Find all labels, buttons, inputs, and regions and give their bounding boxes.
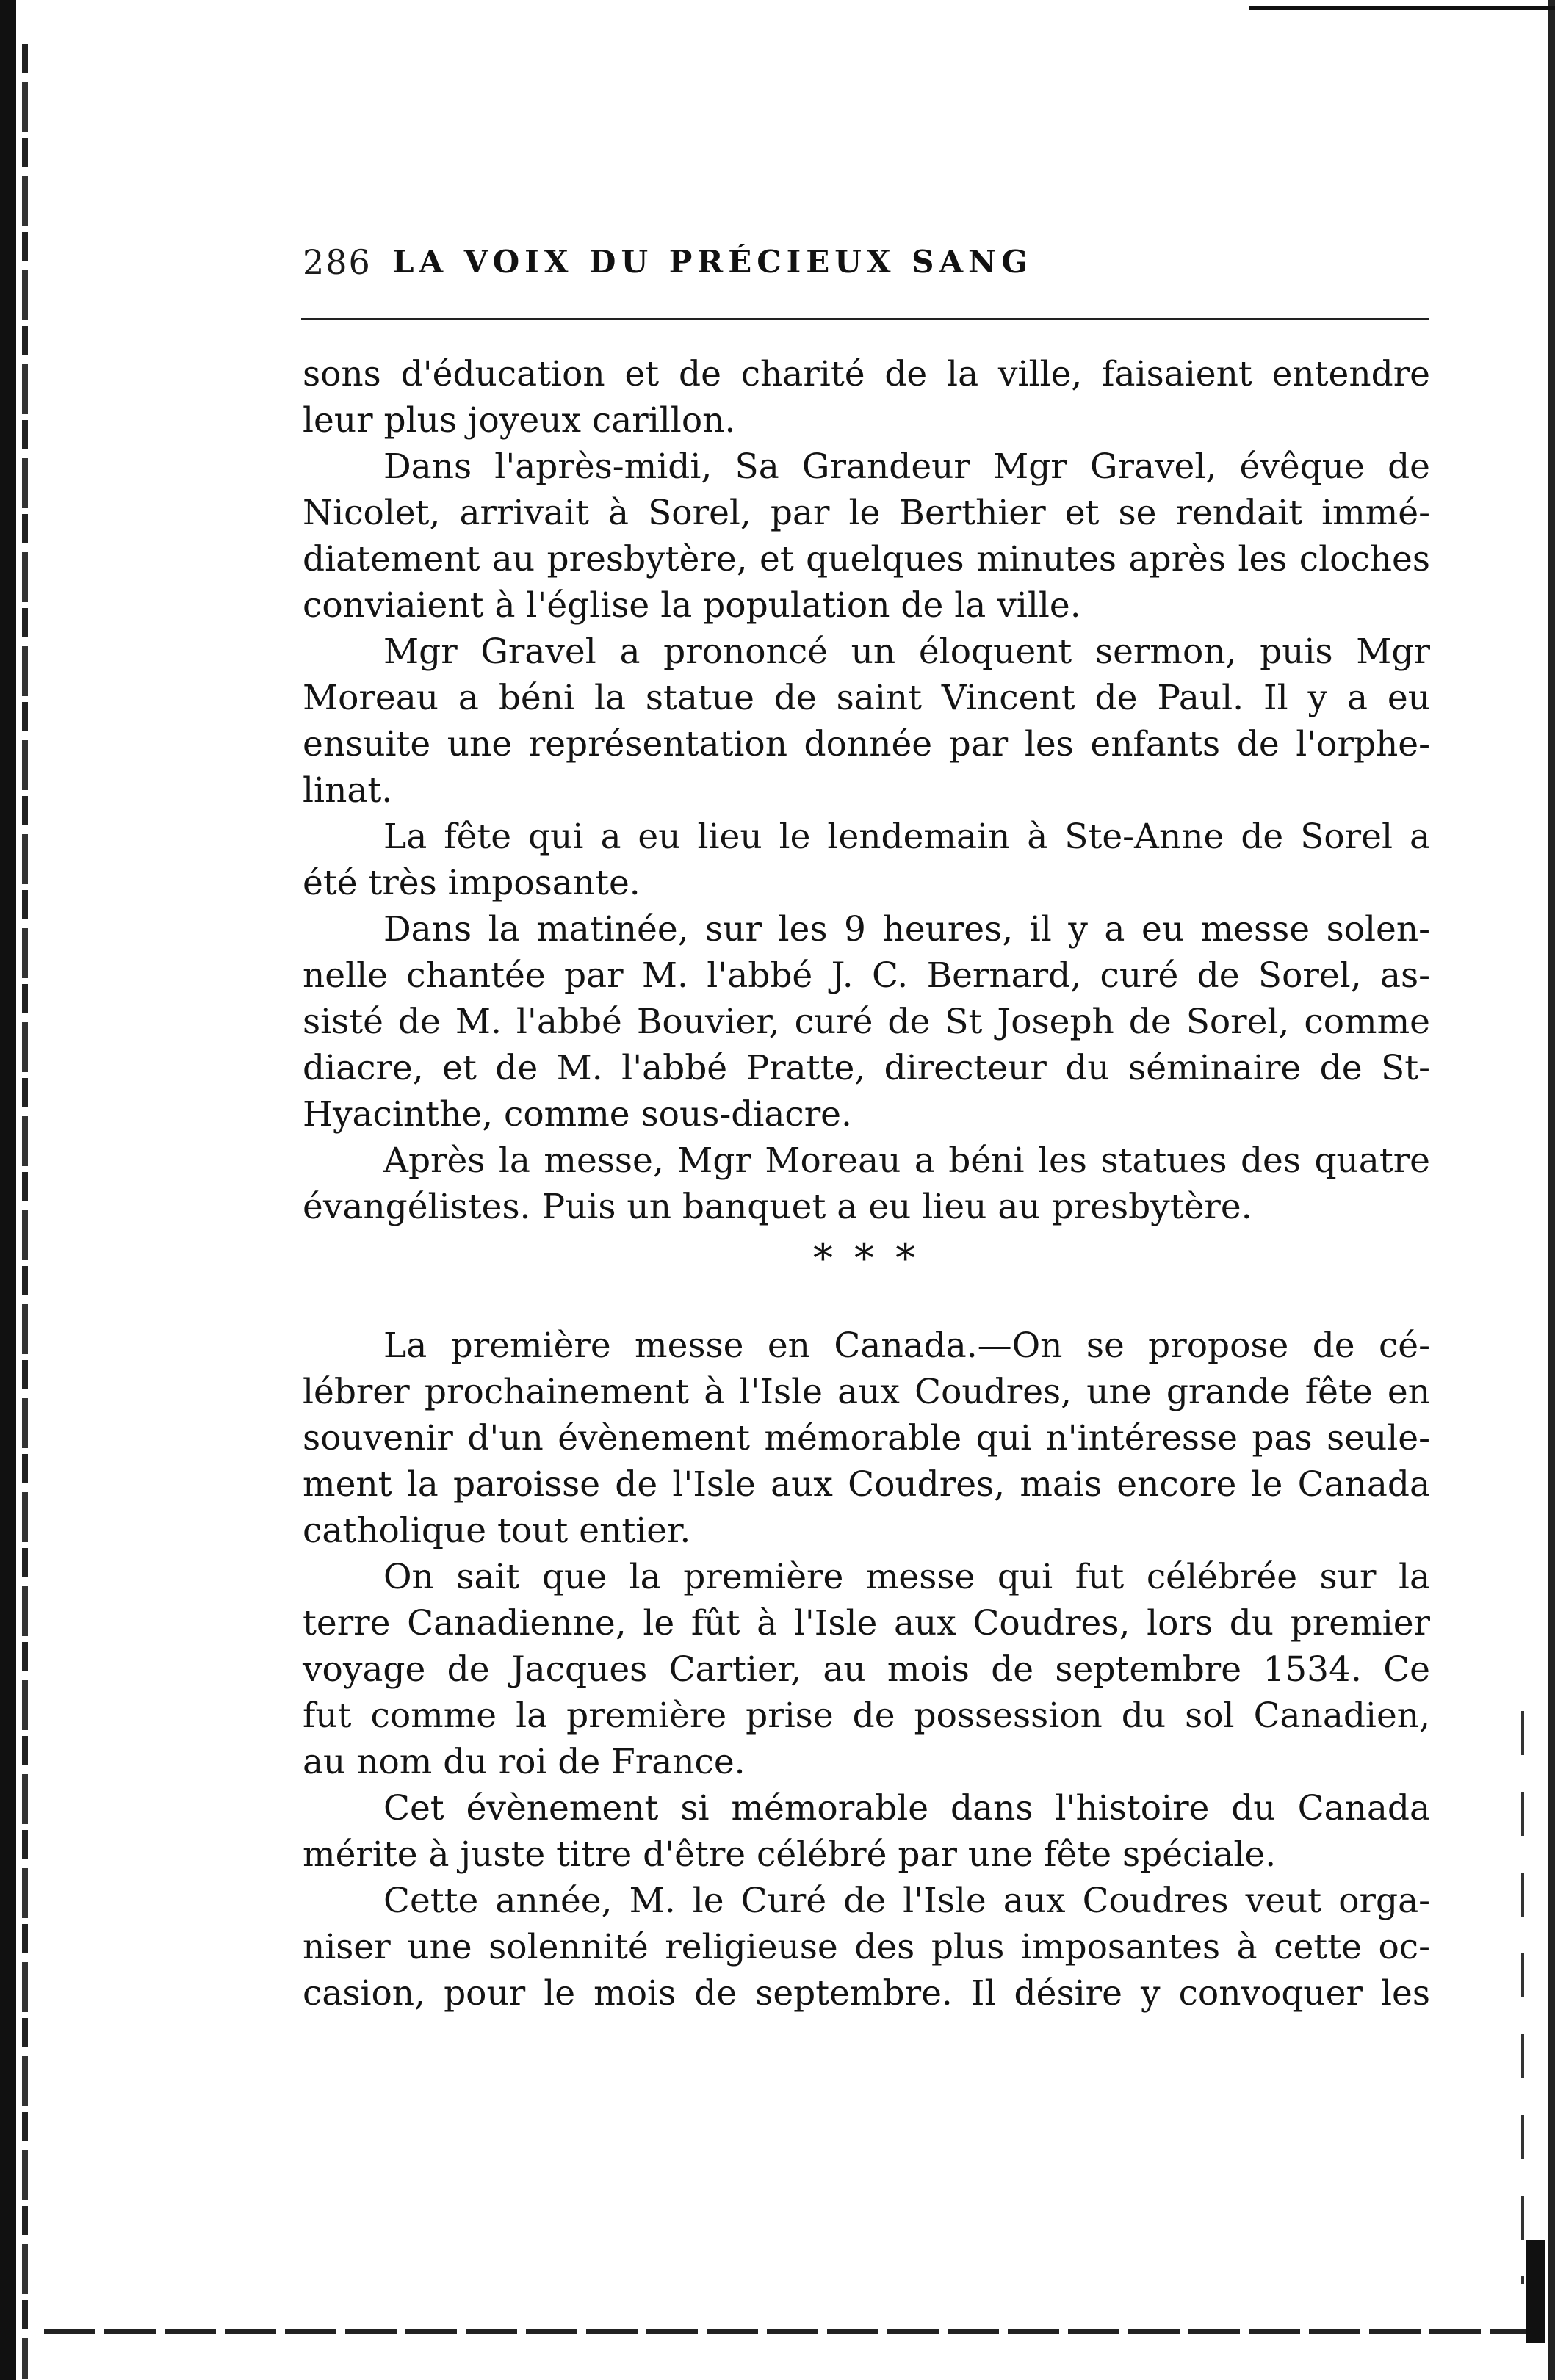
running-title: LA VOIX DU PRÉCIEUX SANG xyxy=(392,244,1033,280)
text-line: diacre, et de M. l'abbé Pratte, directeur du séminaire de St- xyxy=(303,1048,1430,1088)
scan-edge-left xyxy=(0,0,16,2380)
text-line: La première messe en Canada.—On se propose de cé- xyxy=(383,1325,1430,1366)
text-line: catholique tout entier. xyxy=(303,1511,691,1551)
text-line: Dans l'après-midi, Sa Grandeur Mgr Gravel, évêque de xyxy=(383,446,1430,487)
paragraph-group-sorel xyxy=(303,351,1430,1230)
text-line: été très imposante. xyxy=(303,863,641,903)
text-line: fut comme la première prise de possession du sol Canadien, xyxy=(303,1696,1430,1736)
paragraph-group-premiere-messe xyxy=(303,1323,1430,2017)
asterism-text: * * * xyxy=(812,1235,920,1281)
text-line: ment la paroisse de l'Isle aux Coudres, mais encore le Canada xyxy=(303,1464,1430,1505)
text-line: On sait que la première messe qui fut célébrée sur la xyxy=(383,1557,1430,1597)
text-line: casion, pour le mois de septembre. Il désire y convoquer les xyxy=(303,1973,1430,2014)
text-line: La fête qui a eu lieu le lendemain à Ste-Anne de Sorel a xyxy=(383,817,1430,857)
text-line: leur plus joyeux carillon. xyxy=(303,400,736,441)
text-line: conviaient à l'église la population de la ville. xyxy=(303,585,1081,626)
scan-edge-right xyxy=(1548,0,1555,2380)
text-line: nelle chantée par M. l'abbé J. C. Bernard, curé de Sorel, as- xyxy=(303,955,1430,996)
text-line: Cette année, M. le Curé de l'Isle aux Coudres veut orga- xyxy=(383,1881,1430,1921)
section-ornament xyxy=(303,1230,1430,1323)
text-line: sisté de M. l'abbé Bouvier, curé de St Joseph de Sorel, comme xyxy=(303,1002,1430,1042)
text-line: Dans la matinée, sur les 9 heures, il y a eu messe solen- xyxy=(383,909,1430,950)
scan-bottom-mark xyxy=(1526,2240,1545,2343)
text-line: linat. xyxy=(303,770,393,811)
text-line: ensuite une représentation donnée par les enfants de l'orphe- xyxy=(303,724,1430,764)
text-line: au nom du roi de France. xyxy=(303,1742,746,1782)
text-line: évangélistes. Puis un banquet a eu lieu au presbytère. xyxy=(303,1187,1252,1227)
text-line: Hyacinthe, comme sous-diacre. xyxy=(303,1094,852,1135)
page-number: 286 xyxy=(303,242,372,282)
text-line: Cet évènement si mémorable dans l'histoire du Canada xyxy=(383,1788,1430,1829)
text-line: sons d'éducation et de charité de la ville, faisaient entendre xyxy=(303,354,1430,394)
header-rule xyxy=(301,318,1429,320)
scan-edge-top xyxy=(1249,6,1555,10)
text-line: Mgr Gravel a prononcé un éloquent sermon, puis Mgr xyxy=(383,632,1430,672)
text-line: voyage de Jacques Cartier, au mois de septembre 1534. Ce xyxy=(303,1649,1430,1690)
page-body xyxy=(303,351,1430,2017)
text-line: souvenir d'un évènement mémorable qui n'intéresse pas seule- xyxy=(303,1418,1430,1458)
scan-edge-bottom xyxy=(44,2329,1543,2334)
text-line: Moreau a béni la statue de saint Vincent de Paul. Il y a eu xyxy=(303,678,1430,718)
text-line: terre Canadienne, le fût à l'Isle aux Coudres, lors du premier xyxy=(303,1603,1430,1643)
scan-right-dashes xyxy=(1521,1711,1524,2284)
text-line: diatement au presbytère, et quelques minutes après les cloches xyxy=(303,539,1430,579)
page-header xyxy=(303,234,1430,300)
text-line: Après la messe, Mgr Moreau a béni les statues des quatre xyxy=(383,1140,1430,1181)
scan-edge-left-inner xyxy=(22,44,28,2379)
text-line: Nicolet, arrivait à Sorel, par le Berthier et se rendait immé- xyxy=(303,493,1430,533)
text-line: niser une solennité religieuse des plus imposantes à cette oc- xyxy=(303,1927,1430,1967)
text-line: mérite à juste titre d'être célébré par une fête spéciale. xyxy=(303,1834,1277,1875)
text-line: lébrer prochainement à l'Isle aux Coudres, une grande fête en xyxy=(303,1372,1430,1412)
